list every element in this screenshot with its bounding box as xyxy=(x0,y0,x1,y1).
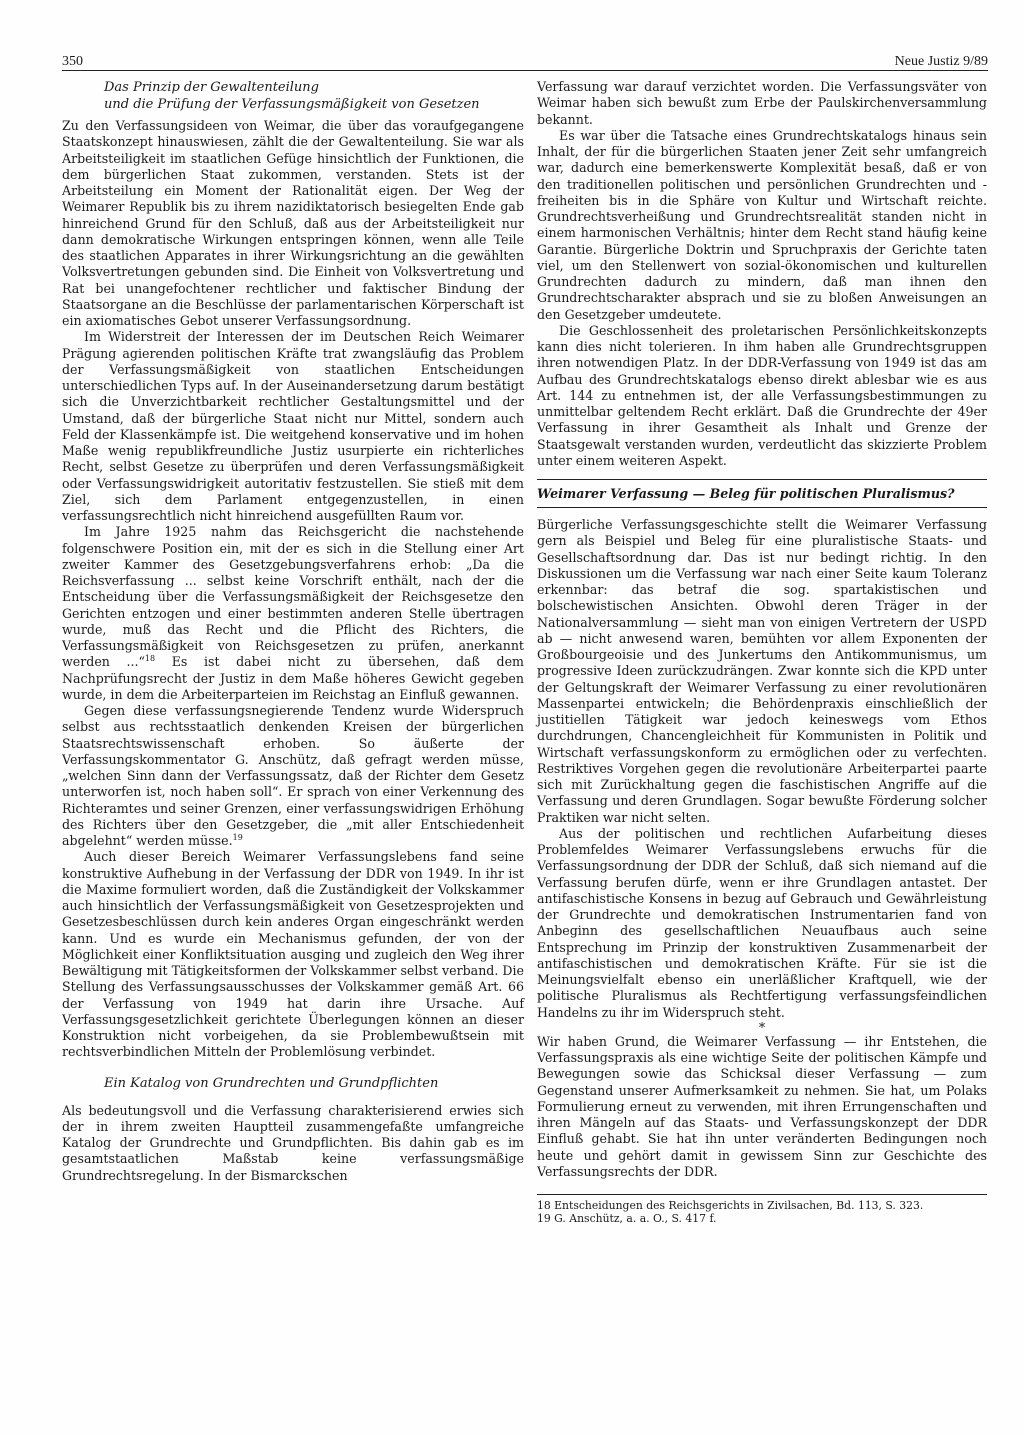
footnote-ref: 19 xyxy=(232,832,243,842)
paragraph: Auch dieser Bereich Weimarer Verfassungslebens fand seine konstruktive Aufhebung in der Verfassung der DDR von 1949. In ihr ist die Maxime formuliert worden, daß die Zuständigkeit der Volkskammer auch hinsichtlich der Verfassungsmäßigkeit von Gesetzesprojekten und Gesetzesbeschlüssen durch kein anderes Organ eingeschränkt werden kann. Und es wurde ein Mechanismus gefunden, der von der Möglichkeit einer Konfliktsituation ausging und zugleich den Weg ihrer Bewältigung mit Tätigkeitsformen der Volkskammer selbst verband. Die Stellung des Verfassungsausschusses der Volkskammer gemäß Art. 66 der Verfassung von 1949 hat darin ihre Ursache. Auf Verfassungsgesetzlichkeit gerichtete Überlegungen können an dieser Konstruktion nicht vorbeigehen, da sie Problembewußtsein mit rechtsverbindlichen Mitteln der Problemlösung verbindet. xyxy=(62,849,524,1060)
footnote-19: 19 G. Anschütz, a. a. O., S. 417 f. xyxy=(537,1211,717,1225)
section-heading-pluralism: Weimarer Verfassung — Beleg für politischen Pluralismus? xyxy=(537,479,987,508)
footnote-ref: 18 xyxy=(144,654,156,664)
paragraph: Bürgerliche Verfassungsgeschichte stellt die Weimarer Verfassung gern als Beispiel und Beleg für eine pluralistische Staats- und Gesellschaftsordnung dar. Das ist nur bedingt richtig. In den Diskussionen um die Verfassung war nach einer Seite kaum Toleranz erkennbar: das betraf die sog. spartakistischen und bolschewistischen Ansichten. Obwohl deren Träger in der Nationalversammlung — sieht man von einigen Vertretern der USPD ab — nicht anwesend waren, bemühten vor allem Exponenten der Großbourgeoisie und des Junkertums den Antikommunismus, um progressive Ideen zurückzudrängen. Zwar konnte sich die KPD unter der Geltungskraft der Weimarer Verfassung zu einer revolutionären Massenpartei entwickeln; die Behördenpraxis einschließlich der justitiellen Tätigkeit war jedoch keineswegs vom Ethos durchdrungen, Chancengleichheit für Kommunisten in Politik und Wirtschaft verfassungskonform zu ermöglichen oder zu verfechten. Restriktives Vorgehen gegen die revolutionäre Arbeiterpartei paarte sich mit Zurückhaltung gegen die faschistischen Angriffe auf die Verfassung und deren Grundlagen. Sogar bewußte Förderung solcher Praktiken war nicht selten. xyxy=(537,517,987,825)
paragraph: Verfassung war darauf verzichtet worden. Die Verfassungsväter von Weimar haben sich bewußt zum Erbe der Paulskirchenversammlung bekannt. xyxy=(537,79,987,127)
footnote-18: 18 Entscheidungen des Reichsgerichts in Zivilsachen, Bd. 113, S. 323. xyxy=(537,1199,924,1212)
paragraph-text: Im Jahre 1925 nahm das Reichsgericht die nachstehende folgenschwere Position ein, mit der es sich in die Stellung einer Art zweiter Kammer des Gesetzgebungsverfahrens erhob: „Da die Reichsverfassung ... selbst keine Vorschrift enthält, nach der die Entscheidung über die Verfassungsmäßigkeit der Reichsgesetze den Gerichten entzogen und einer bestimmten anderen Stelle übertragen wurde, muß das Recht und die Pflicht des Richters, die Verfassungsmäßigkeit von Reichsgesetzen zu prüfen, anerkannt werden ...“ xyxy=(62,524,524,670)
page-header xyxy=(62,50,988,70)
section-heading-rights-catalog: Ein Katalog von Grundrechten und Grundpflichten xyxy=(104,1075,439,1091)
section-separator: * xyxy=(758,1019,766,1035)
page-number: 350 xyxy=(62,54,83,69)
paragraph: Es war über die Tatsache eines Grundrechtskatalogs hinaus sein Inhalt, der für die bürgerlichen Staaten jener Zeit sehr umfangreich war, dadurch eine bemerkenswerte Komplexität besaß, daß er von den traditionellen politischen und persönlichen Grundrechten und -freiheiten bis in die Sphäre von Kultur und Wirtschaft reichte. Grundrechtsverheißung und Grundrechtsrealität standen nicht in einem harmonischen Verhältnis; hinter dem Recht stand häufig keine Garantie. Bürgerliche Doktrin und Spruchpraxis der Gerichte taten viel, um den Stellenwert von sozial-ökonomischen und kulturellen Grundrechten dadurch zu mindern, daß man ihnen den Grundrechtscharakter absprach und sie zu bloßen Anweisungen an den Gesetzgeber umdeutete. xyxy=(537,127,987,322)
section-heading-separation-of-powers xyxy=(62,79,524,113)
header-rule xyxy=(62,70,988,71)
paragraph xyxy=(62,703,524,849)
paragraph-text: Es ist dabei nicht zu übersehen, daß dem Nachprüfungsrecht der Justiz in dem Maße höheres Gewicht gegeben wurde, in dem die Arbeiterparteien im Reichstag an Einfluß gewannen. xyxy=(62,654,524,702)
paragraph: Im Widerstreit der Interessen der im Deutschen Reich Weimarer Prägung agierenden politischen Kräfte trat zwangsläufig das Problem der Verfassungsmäßigkeit von staatlichen Entscheidungen unterschiedlichen Typs auf. In der Auseinandersetzung darum bestätigt sich die Unverzichtbarkeit rechtlicher Gestaltungsmittel und der Umstand, daß der bürgerliche Staat nicht nur Mittel, sondern auch Feld der Klassenkämpfe ist. Die weitgehend konservative und im hohen Maße wenig republikfreundliche Justiz usurpierte ein richterliches Recht, selbst Gesetze zu überprüfen und deren Verfassungsmäßigkeit oder Verfassungswidrigkeit autoritativ festzustellen. Sie stieß mit dem Ziel, sich dem Parlament entgegenzustellen, in einen verfassungsrechtlich nicht hinreichend ausgefüllten Raum vor. xyxy=(62,329,524,523)
heading-line: Das Prinzip der Gewaltenteilung xyxy=(104,80,319,95)
journal-issue: Neue Justiz 9/89 xyxy=(894,54,988,69)
paragraph: Zu den Verfassungsideen von Weimar, die über das voraufgegangene Staatskonzept hinauswiesen, zählt die der Gewaltenteilung. Sie war als Arbeitsteiligkeit im staatlichen Gefüge hinsichtlich der Funktionen, die dem bürgerlichen Staat zukommen, verstanden. Stets ist der Arbeitsteilung ein Moment der Rationalität eigen. Der Weg der Weimarer Republik bis zu ihrem nazidiktatorisch besiegelten Ende gab hinreichend Grund für den Schluß, daß aus der Arbeitsteiligkeit nur dann demokratische Wirkungen entspringen können, wenn alle Teile des staatlichen Apparates in ihrer Wirkungsrichtung an die gewählten Volksvertretungen gebunden sind. Die Einheit von Volksvertretung und Rat bei unangefochtener rechtlicher und faktischer Bindung der Staatsorgane an die Beschlüsse der parlamentarischen Körperschaft ist ein axiomatisches Gebot unserer Verfassungsordnung. xyxy=(62,118,524,328)
heading-line: und die Prüfung der Verfassungsmäßigkeit von Gesetzen xyxy=(104,97,480,112)
left-column xyxy=(62,79,524,1184)
paragraph: Wir haben Grund, die Weimarer Verfassung — ihr Entstehen, die Verfassungspraxis als eine wichtige Seite der politischen Kämpfe und Bewegungen sowie das Schicksal dieser Verfassung — zum Gegenstand unserer Aufmerksamkeit zu nehmen. Sie hat, um Polaks Formulierung erneut zu verwenden, mit ihren Errungenschaften und ihren Mängeln auf das Staats- und Verfassungskonzept der DDR Einfluß gehabt. Sie hat ihn unter veränderten Bedingungen noch heute und gehört damit in gewissem Sinn zur Geschichte des Verfassungsrechts der DDR. xyxy=(537,1033,987,1179)
paragraph: Aus der politischen und rechtlichen Aufarbeitung dieses Problemfeldes Weimarer Verfassungslebens erwuchs für die Verfassungsordnung der DDR der Schluß, daß sich niemand auf die Verfassung berufen dürfe, wenn er ihre Grundlagen antastet. Der antifaschistische Konsens in bezug auf Gebrauch und Gewährleistung der Grundrechte und demokratischen Instrumentarien fand von Anbeginn des gesellschaftlichen Neuaufbaus auch seine Entsprechung im Prinzip der konstruktiven Zusammenarbeit der antifaschistischen und demokratischen Kräfte. Für sie ist die Meinungsvielfalt ebenso ein unerläßlicher Kraftquell, wie der politische Pluralismus als Rechtfertigung verfassungsfeindlichen Handelns zu ihr im Widerspruch steht. xyxy=(537,825,987,1020)
paragraph: Die Geschlossenheit des proletarischen Persönlichkeitskonzepts kann dies nicht tolerieren. In ihm haben alle Grundrechtsgruppen ihren notwendigen Platz. In der DDR-Verfassung von 1949 ist das am Aufbau des Grundrechtskatalogs ebenso direkt ablesbar wie es aus Art. 144 zu entnehmen ist, der alle Verfassungsbestimmungen zu unmittelbar geltendem Recht erklärt. Daß die Grundrechte der 49er Verfassung in ihrer Gesamtheit als Inhalt und Grenze der Staatsgewalt verstanden wurden, verdeutlicht das skizzierte Problem unter einem weiteren Aspekt. xyxy=(537,322,987,468)
paragraph-text: Gegen diese verfassungsnegierende Tendenz wurde Widerspruch selbst aus rechtsstaatlich denkenden Kreisen der bürgerlichen Staatsrechtswissenschaft erhoben. So äußerte der Verfassungskommentator G. Anschütz, daß gefragt werden müsse, „welchen Sinn dann der Verfassungssatz, daß der Richter dem Gesetz unterworfen ist, noch haben soll“. Er sprach von einer Verkennung des Richteramtes und seiner Grenzen, einer verfassungswidrigen Erhöhung des Richters über den Gesetzgeber, die „mit aller Entschiedenheit abgelehnt“ werden müsse. xyxy=(62,703,524,848)
paragraph xyxy=(62,524,524,703)
right-column xyxy=(537,79,987,1225)
footnotes xyxy=(537,1194,987,1225)
paragraph: Als bedeutungsvoll und die Verfassung charakterisierend erwies sich der in ihrem zweiten Hauptteil zusammengefaßte umfangreiche Katalog der Grundrechte und Grundpflichten. Bis dahin gab es im gesamtstaatlichen Maßstab keine verfassungsmäßige Grundrechtsregelung. In der Bismarckschen xyxy=(62,1102,524,1183)
